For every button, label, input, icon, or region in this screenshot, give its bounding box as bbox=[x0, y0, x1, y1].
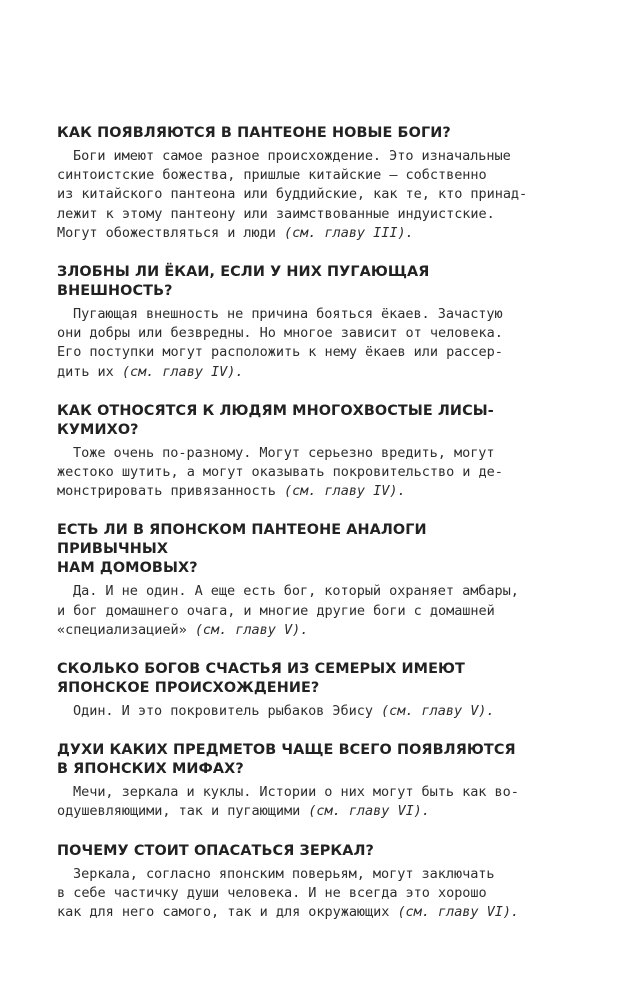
question-heading bbox=[57, 521, 535, 578]
answer-line: одушевляющими, так и пугающими (см. главу VI). bbox=[57, 803, 430, 820]
chapter-reference: (см. главу VI). bbox=[308, 803, 430, 820]
faq-section bbox=[57, 521, 535, 640]
answer-line: Могут обожествляться и люди (см. главу III). bbox=[57, 224, 414, 241]
answer-line: как для него самого, так и для окружающих (см. главу VI). bbox=[57, 904, 520, 921]
question-heading bbox=[57, 660, 535, 698]
answer-line: синтоистские божества, пришлые китайские — собственно bbox=[57, 167, 487, 184]
question-heading bbox=[57, 402, 535, 440]
book-page bbox=[57, 124, 535, 942]
answer-line: лежит к этому пантеону или заимствованные индуистские. bbox=[57, 205, 495, 222]
answer-line: Мечи, зеркала и куклы. Истории о них могут быть как во- bbox=[73, 784, 519, 801]
answer-paragraph bbox=[57, 702, 535, 721]
chapter-reference: (см. главу VI). bbox=[397, 904, 520, 921]
answer-line: Тоже очень по-разному. Могут серьезно вредить, могут bbox=[73, 444, 495, 461]
answer-line: Зеркала, согласно японским поверьям, могут заключать bbox=[73, 865, 495, 882]
answer-paragraph bbox=[57, 865, 535, 923]
question-line: СКОЛЬКО БОГОВ СЧАСТЬЯ ИЗ СЕМЕРЫХ ИМЕЮТ bbox=[57, 661, 465, 678]
answer-line: Его поступки могут расположить к нему ёкаев или рассер- bbox=[57, 344, 503, 361]
chapter-reference: (см. главу V). bbox=[381, 703, 495, 720]
question-line: ЕСТЬ ЛИ В ЯПОНСКОМ ПАНТЕОНЕ АНАЛОГИ ПРИВЫЧНЫХ bbox=[57, 522, 427, 558]
faq-section bbox=[57, 842, 535, 923]
answer-paragraph bbox=[57, 783, 535, 821]
answer-line: из китайского пантеона или буддийские, как те, кто принад- bbox=[57, 186, 528, 203]
answer-line: жестоко шутить, а могут оказывать покровительство и де- bbox=[57, 464, 503, 481]
answer-line: монстрировать привязанность (см. главу IV). bbox=[57, 483, 406, 500]
faq-section bbox=[57, 124, 535, 243]
answer-paragraph bbox=[57, 147, 535, 243]
question-heading bbox=[57, 741, 535, 779]
answer-line: Да. И не один. А еще есть бог, который охраняет амбары, bbox=[73, 583, 519, 600]
question-line: КУМИХО? bbox=[57, 421, 139, 438]
question-heading bbox=[57, 263, 535, 301]
answer-line: они добры или безвредны. Но многое зависит от человека. bbox=[57, 325, 503, 342]
faq-section bbox=[57, 263, 535, 382]
chapter-reference: (см. главу IV). bbox=[121, 363, 244, 380]
answer-line: дить их (см. главу IV). bbox=[57, 363, 244, 380]
chapter-reference: (см. главу III). bbox=[283, 224, 414, 241]
answer-line: Пугающая внешность не причина бояться ёкаев. Зачастую bbox=[73, 306, 503, 323]
answer-line: и бог домашнего очага, и многие другие боги с домашней bbox=[57, 602, 495, 619]
question-line: ДУХИ КАКИХ ПРЕДМЕТОВ ЧАЩЕ ВСЕГО ПОЯВЛЯЮТСЯ bbox=[57, 742, 516, 759]
answer-line: Боги имеют самое разное происхождение. Это изначальные bbox=[73, 148, 511, 164]
answer-paragraph bbox=[57, 305, 535, 382]
faq-section bbox=[57, 741, 535, 821]
question-line: ЗЛОБНЫ ЛИ ЁКАИ, ЕСЛИ У НИХ ПУГАЮЩАЯ ВНЕШНОСТЬ? bbox=[57, 264, 430, 300]
chapter-reference: (см. главу IV). bbox=[283, 483, 406, 500]
question-line: КАК ПОЯВЛЯЮТСЯ В ПАНТЕОНЕ НОВЫЕ БОГИ? bbox=[57, 125, 451, 141]
faq-section bbox=[57, 660, 535, 721]
answer-line: «специализацией» (см. главу V). bbox=[57, 621, 309, 638]
answer-paragraph bbox=[57, 582, 535, 640]
answer-line: Один. И это покровитель рыбаков Эбису (см. главу V). bbox=[73, 703, 495, 720]
question-line: ПОЧЕМУ СТОИТ ОПАСАТЬСЯ ЗЕРКАЛ? bbox=[57, 842, 374, 859]
question-line: В ЯПОНСКИХ МИФАХ? bbox=[57, 761, 244, 778]
faq-section bbox=[57, 402, 535, 502]
question-line: НАМ ДОМОВЫХ? bbox=[57, 560, 198, 577]
answer-paragraph bbox=[57, 444, 535, 502]
question-line: ЯПОНСКОЕ ПРОИСХОЖДЕНИЕ? bbox=[57, 680, 320, 697]
question-heading bbox=[57, 842, 535, 861]
question-line: КАК ОТНОСЯТСЯ К ЛЮДЯМ МНОГОХВОСТЫЕ ЛИСЫ- bbox=[57, 402, 494, 419]
answer-line: в себе частичку души человека. И не всегда это хорошо bbox=[57, 884, 487, 901]
question-heading bbox=[57, 124, 535, 143]
chapter-reference: (см. главу V). bbox=[194, 621, 309, 638]
